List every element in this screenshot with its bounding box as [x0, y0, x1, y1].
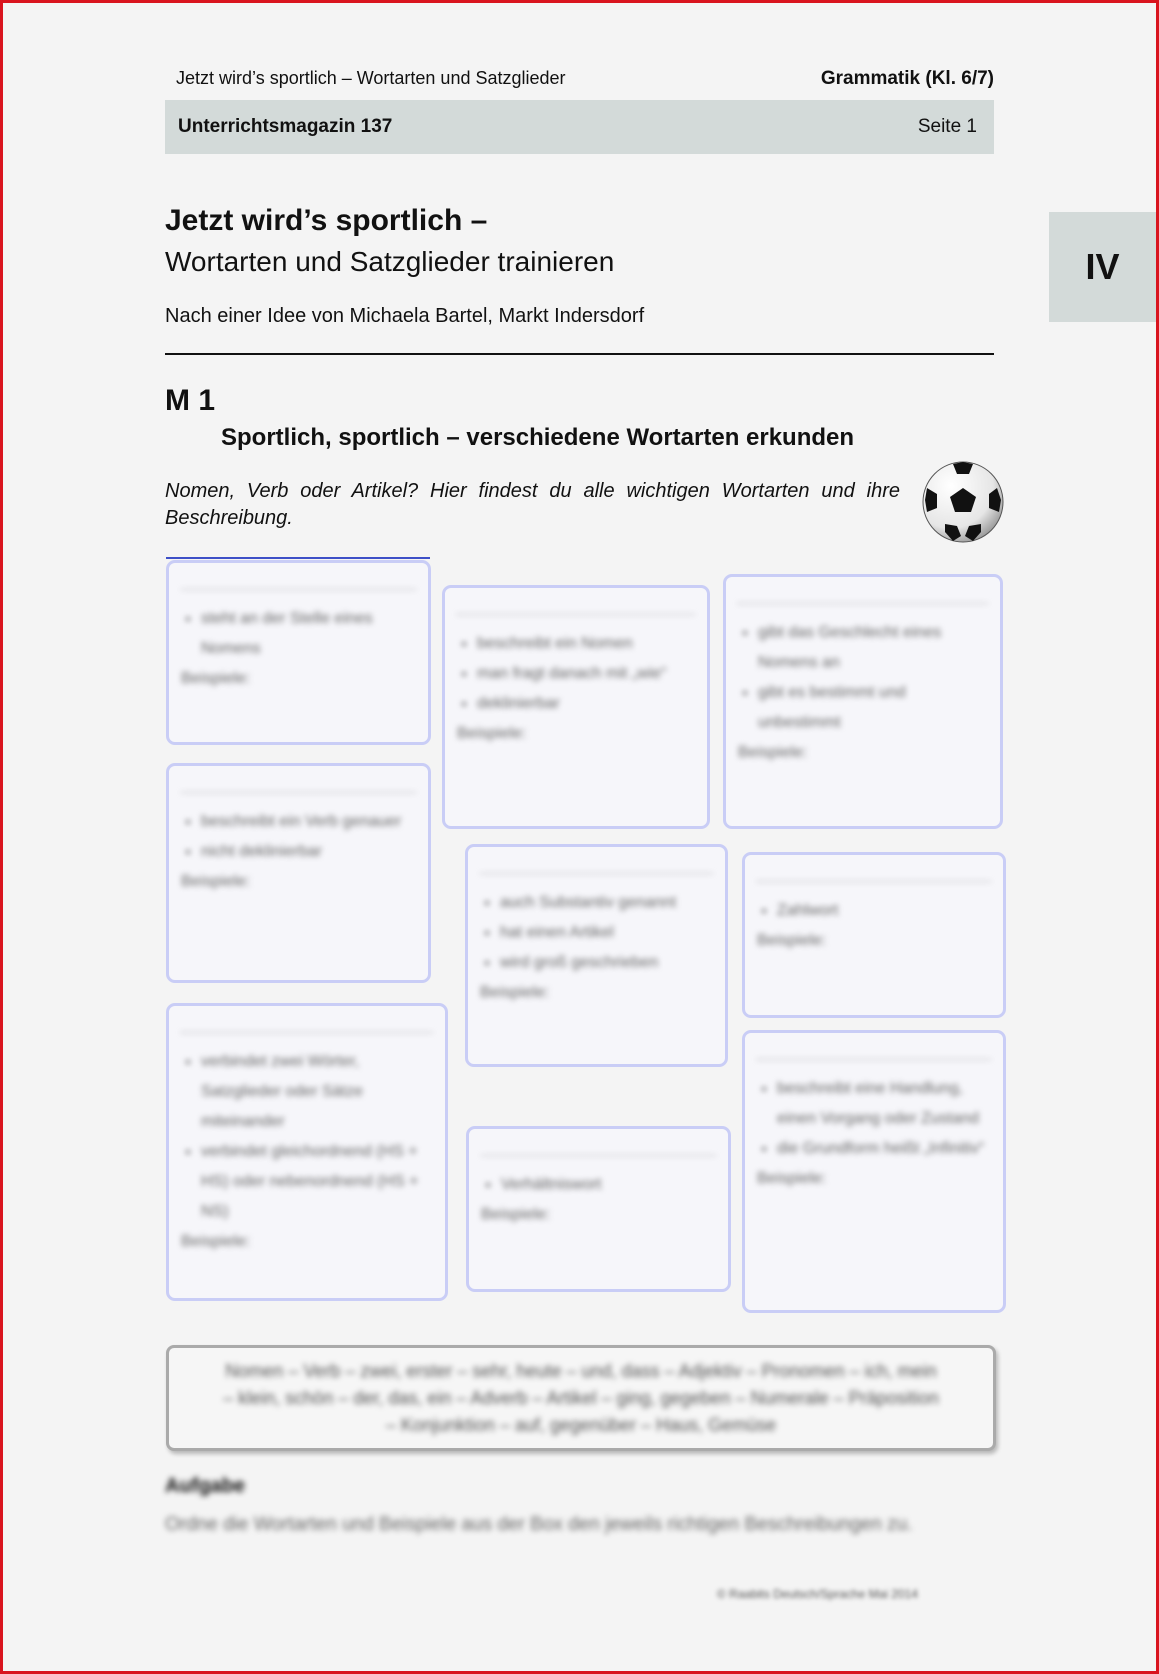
- wordtype-card: [742, 1030, 1006, 1313]
- card-content: [181, 1018, 433, 1257]
- answer-line: [480, 859, 713, 874]
- answer-line: [181, 1018, 433, 1033]
- wordtype-card: [166, 1003, 448, 1301]
- card-bullet: • beschreibt ein Verb genauer: [201, 807, 416, 837]
- card-bullet: • steht an der Stelle eines Nomens: [201, 604, 416, 664]
- card-bullet: • beschreibt eine Handlung, einen Vorgang oder Zustand: [777, 1074, 991, 1134]
- card-content: [757, 1045, 991, 1194]
- wordtype-card: [166, 763, 431, 983]
- wordtype-card: [442, 585, 710, 829]
- card-bullet: • gibt das Geschlecht eines Nomens an: [758, 618, 988, 678]
- card-bullet: • auch Substantiv genannt: [500, 888, 713, 918]
- card-examples: Beispiele:: [181, 670, 251, 687]
- card-content: [181, 575, 416, 694]
- material-title: Sportlich, sportlich – verschiedene Wortarten erkunden: [221, 424, 855, 451]
- card-bullet: • Zahlwort: [777, 896, 991, 926]
- answer-line: [757, 1045, 991, 1060]
- answer-line: [181, 778, 416, 793]
- magazine-bar: [165, 100, 994, 154]
- author-line: Nach einer Idee von Michaela Bartel, Markt Indersdorf: [165, 305, 645, 327]
- word-box-text: Nomen – Verb – zwei, erster – sehr, heute – und, dass – Adjektiv – Pronomen – ich, mein – klein, schön – der, das, ein – Adverb – Artikel – ging, gegeben – Numerale – Präposition – Konjunktion – auf, gegenüber – Haus, Gemüse: [223, 1360, 939, 1435]
- material-label: M 1: [165, 384, 216, 417]
- card-examples: Beispiele:: [181, 873, 251, 890]
- task-heading: Aufgabe: [165, 1475, 245, 1497]
- document-subtitle: Wortarten und Satzglieder trainieren: [165, 246, 615, 277]
- card-examples: Beispiele:: [181, 1233, 251, 1250]
- intro-text: Nomen, Verb oder Artikel? Hier findest du alle wichtigen Wortarten und ihre Beschreibung.: [165, 480, 900, 529]
- card-bullet: • verbindet zwei Wörter, Satzglieder oder Sätze miteinander: [201, 1047, 433, 1137]
- card-content: [480, 859, 713, 1008]
- page-number: Seite 1: [917, 116, 977, 137]
- card-examples: Beispiele:: [457, 725, 527, 742]
- wordtype-card: [742, 852, 1006, 1018]
- card-bullet: • nicht deklinierbar: [201, 837, 416, 867]
- card-bullet: • beschreibt ein Nomen: [477, 629, 695, 659]
- card-content: [738, 589, 988, 768]
- card-examples: Beispiele:: [481, 1206, 551, 1223]
- answer-line: [181, 575, 416, 590]
- card-content: [181, 778, 416, 897]
- magazine-label: Unterrichtsmagazin 137: [178, 116, 393, 137]
- answer-line: [757, 867, 991, 882]
- card-bullet: • die Grundform heißt „Infinitiv“: [777, 1134, 991, 1164]
- card-bullet: • Verhältniswort: [501, 1170, 716, 1200]
- decorative-line: [166, 557, 430, 559]
- card-examples: Beispiele:: [757, 932, 827, 949]
- answer-line: [738, 589, 988, 604]
- card-bullet: • deklinierbar: [477, 689, 695, 719]
- title-divider: [165, 353, 994, 355]
- card-content: [481, 1141, 716, 1230]
- card-bullet: • verbindet gleichordnend (HS + HS) oder nebenordnend (HS + NS): [201, 1137, 433, 1227]
- card-bullet: • hat einen Artikel: [500, 918, 713, 948]
- side-tab: IV: [1049, 212, 1156, 322]
- card-bullet: • gibt es bestimmt und unbestimmt: [758, 678, 988, 738]
- task-text: Ordne die Wortarten und Beispiele aus der Box den jeweils richtigen Beschreibungen zu.: [165, 1514, 913, 1535]
- running-title: Jetzt wird’s sportlich – Wortarten und Satzglieder: [176, 68, 566, 88]
- running-header: [176, 68, 994, 90]
- card-bullet: • wird groß geschrieben: [500, 948, 713, 978]
- word-box: [166, 1345, 996, 1451]
- wordtype-card: [166, 560, 431, 745]
- copyright-footer: © Raabits Deutsch/Sprache Mai 2014: [717, 1587, 918, 1601]
- answer-line: [457, 600, 695, 615]
- document-title: Jetzt wird’s sportlich –: [165, 204, 488, 237]
- answer-line: [481, 1141, 716, 1156]
- card-examples: Beispiele:: [757, 1170, 827, 1187]
- subject-label: Grammatik (Kl. 6/7): [820, 68, 994, 89]
- football-icon: [921, 460, 1005, 544]
- card-bullet: • man fragt danach mit „wie“: [477, 659, 695, 689]
- wordtype-card: [466, 1126, 731, 1292]
- card-examples: Beispiele:: [738, 744, 808, 761]
- card-content: [757, 867, 991, 956]
- card-content: [457, 600, 695, 749]
- wordtype-card: [723, 574, 1003, 829]
- wordtype-card: [465, 844, 728, 1067]
- card-examples: Beispiele:: [480, 984, 550, 1001]
